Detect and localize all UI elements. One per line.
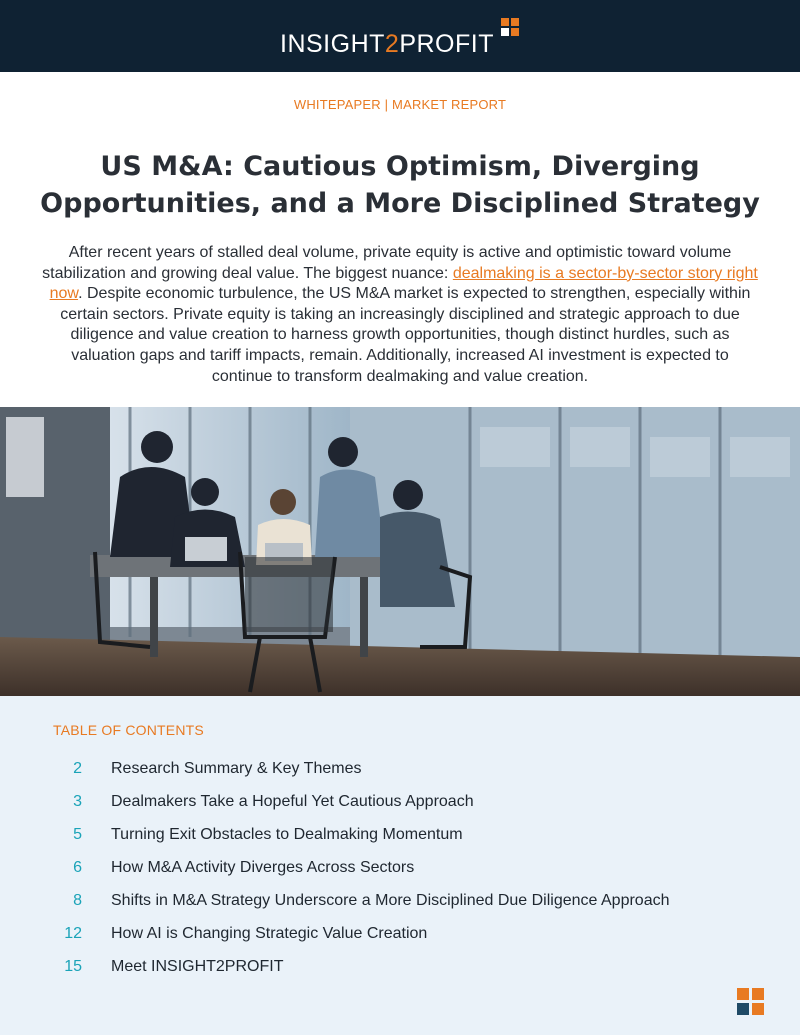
meeting-illustration: [0, 407, 800, 696]
toc-item-label: Research Summary & Key Themes: [111, 760, 362, 777]
toc-item-label: Meet INSIGHT2PROFIT: [111, 958, 284, 975]
toc-item-label: Turning Exit Obstacles to Dealmaking Momentum: [111, 826, 463, 843]
toc-page-number: 2: [73, 760, 82, 777]
document-type-label: WHITEPAPER | MARKET REPORT: [293, 97, 507, 112]
four-square-mark-icon: [501, 18, 521, 38]
toc-item-meet-insight2profit[interactable]: [0, 958, 800, 982]
toc-item-exit-obstacles[interactable]: [0, 826, 800, 850]
toc-page-number: 5: [73, 826, 82, 843]
toc-item-label: Shifts in M&A Strategy Underscore a More Disciplined Due Diligence Approach: [111, 892, 670, 909]
table-of-contents: [0, 696, 800, 1035]
toc-page-number: 8: [73, 892, 82, 909]
intro-text-start: After recent years of stalled deal volume, private equity is active and optimistic toward volume stabilization and growing deal value. The biggest nuance:: [42, 244, 732, 282]
toc-page-number: 12: [64, 925, 82, 942]
toc-page-number: 3: [73, 793, 82, 810]
business-meeting-photo: [0, 407, 800, 696]
toc-item-label: How M&A Activity Diverges Across Sectors: [111, 859, 415, 876]
toc-item-ai-value-creation[interactable]: [0, 925, 800, 949]
toc-page-number: 6: [73, 859, 82, 876]
intro-paragraph: [40, 243, 760, 387]
logo-wordmark: [280, 30, 494, 59]
logo-word-profit: PROFIT: [399, 30, 494, 58]
page-title: US M&A: Cautious Optimism, Diverging Opportunities, and a More Disciplined Strategy: [40, 151, 760, 219]
sector-story-link[interactable]: dealmaking is a sector-by-sector story right now: [49, 264, 758, 303]
toc-item-research-summary[interactable]: [0, 760, 800, 784]
four-square-mark-icon: [737, 988, 764, 1015]
toc-item-due-diligence[interactable]: [0, 892, 800, 916]
logo-word-insight: INSIGHT: [280, 30, 385, 58]
toc-item-hopeful-approach[interactable]: [0, 793, 800, 817]
toc-item-label: How AI is Changing Strategic Value Creation: [111, 925, 428, 942]
logo-word-two: 2: [384, 30, 400, 58]
toc-page-number: 15: [64, 958, 82, 975]
toc-item-label: Dealmakers Take a Hopeful Yet Cautious Approach: [111, 793, 474, 810]
page-header: [0, 0, 800, 72]
intro-text-end: . Despite economic turbulence, the US M&A market is expected to strengthen, especially within certain sectors. Private equity is taking an increasingly disciplined and strategic approach to due diligence and value creation to harness growth opportunities, though distinct hurdles, such as valuation gaps and tariff impacts, remain. Additionally, increased AI investment is expected to continue to transform dealmaking and value creation.: [60, 285, 751, 385]
toc-item-sectors[interactable]: [0, 859, 800, 883]
toc-heading: TABLE OF CONTENTS: [53, 722, 204, 738]
